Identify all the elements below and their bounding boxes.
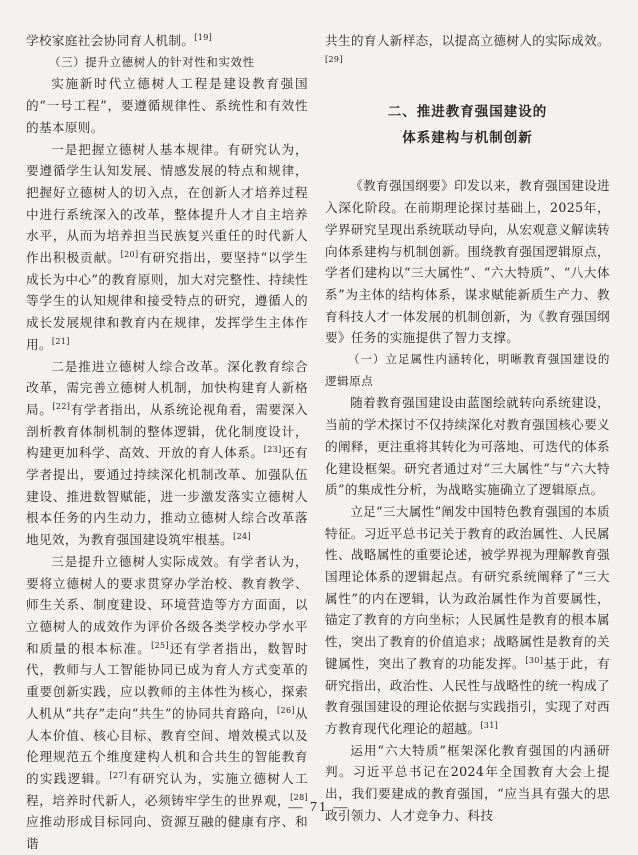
citation-ref: [25] [151, 640, 169, 650]
body-text: 一是把握立德树人基本规律。有研究认为，要遵循学生认知发展、情感发展的特点和规律，把握好立德树人的切入点，在创新人才培养过程中进行系统深入的改革，整体提升人才自主培养水平，从而为培养担当民族复兴重任的时代新人作出积极贡献。 [26, 141, 308, 266]
paragraph-outline: 《教育强国纲要》印发以来，教育强国建设进入深化阶段。在前期理论探讨基础上，2025年，学界研究呈现出系统联动导向，从宏观意义解读转向体系建构与机制创新。围绕教育强国逻辑原点，学者们建构以“三大属性”、“六大特质”、“八大体系”为主体的结构体系，谋求赋能新质生产力、教育科技人才一体发展的机制创新，为《教育强国纲要》任务的实施提供了智力支撑。 [325, 178, 610, 346]
citation-ref: [24] [233, 531, 251, 541]
paragraph-logic: 随着教育强国建设由蓝图绘就转向系统建设，当前的学术探讨不仅持续深化对教育强国核心要义的阐释，更注重将其转化为可落地、可迭代的体系化建设框架。研究者通过对“三大属性”与“六大特质”的集成性分析，为战略实施确立了逻辑原点。 [325, 395, 610, 498]
body-text: 有研究认为，实施立德树人工程，培养时代新人，必须铸牢学生的世界观， [26, 770, 308, 808]
paragraph-attributes [325, 501, 610, 740]
citation-ref: [19] [194, 32, 213, 42]
citation-ref: [31] [480, 720, 499, 730]
body-text: 共生的育人新样态，以提高立德树人的实际成效。 [325, 33, 610, 48]
page-number: — 71 — [288, 800, 350, 815]
paragraph-intro: 实施新时代立德树人工程是建设教育强国的“一号工程”，要遵循规律性、系统性和有效性的基本原则。 [26, 76, 308, 135]
citation-ref: [27] [109, 770, 128, 780]
paragraph-reform [26, 356, 308, 551]
paragraph-traits: 运用“六大特质”框架深化教育强国的内涵研判。习近平总书记在2024年全国教育大会上提出，我们要建成的教育强国，“应当具有强大的思政引领力、人才竞争力、科技 [325, 742, 610, 823]
body-text: 二是推进立德树人综合改革。深化教育综合改革，需完善立德树人机制，加快构建育人新格局。 [26, 358, 308, 417]
right-column [325, 30, 610, 827]
citation-ref: [21] [51, 336, 70, 346]
body-text: 还有学者提出，要通过持续深化机制改革、加强队伍建设、推进数智赋能，进一步激发落实立德树人根本任务的内生动力，推动立德树人综合改革落地见效，为教育强国建设筑牢根基。 [26, 445, 308, 548]
citation-ref: [26] [277, 705, 295, 715]
citation-ref: [30] [525, 655, 544, 665]
paragraph-continuation [26, 30, 308, 52]
section-heading-line: 二、推进教育强国建设的 [387, 104, 548, 121]
body-text: 立足“三大属性”阐发中国特色教育强国的本质特征。习近平总书记关于教育的政治属性、人民属性、战略属性的重要论述，被学界视为理解教育强国理论体系的逻辑起点。有研究系统阐释了“三大属性”的内在逻辑，认为政治属性作为首要属性，锚定了教育的方向坐标；人民属性是教育的根本属性，突出了教育的价值追求；战略属性是教育的关键属性，突出了教育的功能发挥。 [325, 503, 610, 671]
body-text: 有学者指出，从系统论视角看，需要深入剖析教育体制机制的整体逻辑，优化制度设计，构建更加科学、高效、开放的育人体系。 [26, 401, 308, 461]
body-text: 从人本价值、核心目标、教育空间、增效模式以及伦理规范五个维度建构人机和合共生的智能教育的实践逻辑。 [26, 705, 308, 786]
section-heading-line: 体系建构与机制创新 [402, 130, 533, 147]
section-heading [325, 99, 610, 151]
subheading: （三）提升立德树人的针对性和实效性 [49, 54, 255, 69]
body-text: 学校家庭社会协同育人机制。 [26, 33, 195, 48]
paragraph-continuation [325, 30, 610, 73]
subheading: （一）立足属性内涵转化，明晰教育强国建设的逻辑原点 [325, 352, 610, 388]
body-text: 基于此，有研究指出，政治性、人民性与战略性的统一构成了教育强国建设的理论依据与实践指引，实现了对西方教育现代化理论的超越。 [325, 655, 611, 736]
body-text: 还有学者指出，数智时代，教师与人工智能协同已成为育人方式变革的重要创新实践，应以教师的主体性为核心，探索人机从“共存”走向“共生”的协同共育路向， [26, 640, 309, 721]
citation-ref: [28] [290, 792, 308, 802]
paragraph-law [26, 139, 308, 356]
body-text: 应推动形成目标同向、资源互融的健康有序、和谐 [26, 814, 308, 852]
left-column [26, 30, 308, 855]
citation-ref: [29] [325, 54, 343, 64]
citation-ref: [22] [52, 401, 71, 411]
body-text: 有研究指出，要坚持“以学生成长为中心”的教育原则，加大对完整性、持续性等学生的认知规律和接受特点的研究，遵循人的成长发展规律和教育内在规律，发挥学生主体作用。 [26, 250, 308, 352]
citation-ref: [20] [120, 249, 139, 259]
citation-ref: [23] [263, 445, 282, 455]
body-text: 三是提升立德树人实际成效。有学者认为，要将立德树人的要求贯穿办学治校、教育教学、师生关系、制度建设、环境营造等方方面面，以立德树人的成效作为评价各级各类学校办学水平和质量的根本标准。 [26, 553, 308, 656]
